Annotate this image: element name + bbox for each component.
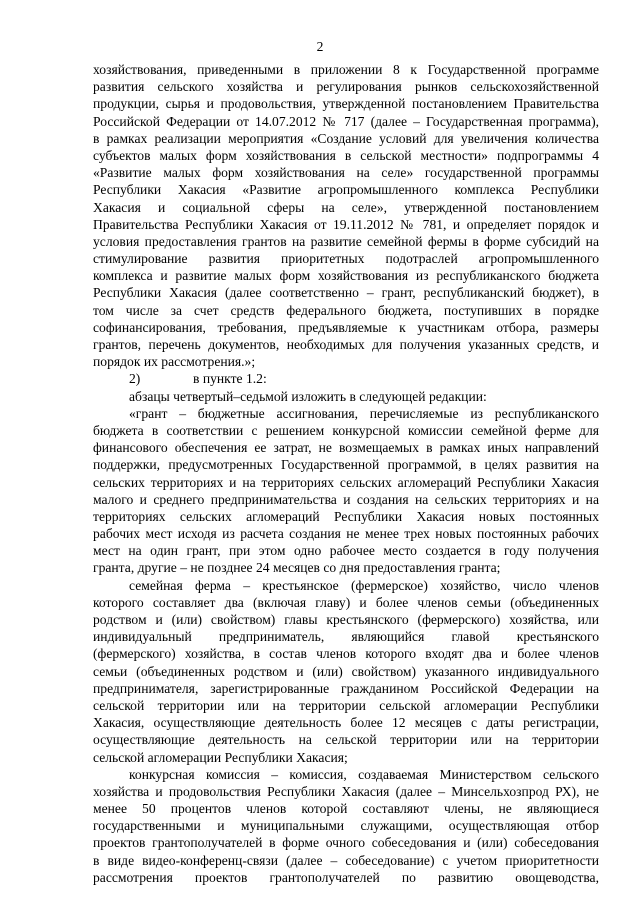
text-line: хозяйствования, приведенными в приложении 8 к Государственной программе <box>93 62 599 77</box>
text-line: родством и (или) свойством) главы крестьянского (фермерского) хозяйства, или <box>93 612 599 627</box>
text-line: рабочих мест исходя из расчета создания не менее трех новых постоянных рабочих <box>93 526 599 542</box>
text-line: (фермерского) хозяйства, в состав членов которого входят два и более членов <box>93 646 599 662</box>
text-line: комплекса и развитие малых форм хозяйствования из республиканского бюджета <box>93 268 599 284</box>
text-line: Правительства Республики Хакасия от 19.11.2012 № 781, и определяет порядок и <box>93 216 599 232</box>
text-line: грантов, перечень документов, необходимых для получения указанных средств, и <box>93 337 599 352</box>
text-line: индивидуальный предприниматель, являющийся главой крестьянского <box>93 629 599 645</box>
text-line: Республики Хакасия «Развитие агропромышленного комплекса Республики <box>93 182 599 198</box>
text-line: Хакасия и социальной сферы на селе», утвержденной постановлением <box>93 199 599 215</box>
text-line: «Развитие малых форм хозяйствования на селе» государственной программы <box>93 165 599 181</box>
text-line: сельских территориях и на территориях сельских агломераций Республики Хакасия <box>93 474 599 490</box>
text-line: гранта, другие – не позднее 24 месяцев со дня предоставления гранта; <box>93 560 501 576</box>
text-line: условия предоставления грантов на развитие семейной фермы в форме субсидий на <box>93 233 599 249</box>
document-body <box>93 61 599 886</box>
text-line: софинансирования, требования, предъявляемые к участникам отбора, размеры <box>93 319 599 335</box>
list-number: 2) <box>129 371 141 387</box>
text-line: государственными и муниципальными служащими, осуществляющая отбор <box>93 818 599 834</box>
text-line: развития сельского хозяйства и регулирования рынков сельскохозяйственной <box>93 79 599 95</box>
text-line: порядок их рассмотрения.»; <box>93 354 256 370</box>
text-line: семьи (объединенных родством и (или) свойством) указанного индивидуального <box>93 663 599 679</box>
text-line: семейная ферма – крестьянское (фермерское) хозяйство, число членов <box>129 577 599 593</box>
text-line: Хакасия, осуществляющие деятельность более 12 месяцев с даты регистрации, <box>93 715 599 731</box>
text-line: хозяйства и продовольствия Республики Хакасия (далее – Минсельхозпрод РХ), не <box>93 783 599 799</box>
text-line: сельской территории или на территории сельской агломерации Республики <box>93 697 599 713</box>
text-line: рассмотрения проектов грантополучателей по развитию овощеводства, <box>93 869 599 885</box>
text-line: сельской агломерации Республики Хакасия; <box>93 749 348 765</box>
text-line: малого и среднего предпринимательства и создания на сельских территориях и на <box>93 491 599 507</box>
page-number: 2 <box>316 39 324 54</box>
text-line: финансового обеспечения ее затрат, не возмещаемых в рамках иных направлений <box>93 440 599 456</box>
text-line: «грант – бюджетные ассигнования, перечисляемые из республиканского <box>129 405 599 421</box>
text-line: предпринимателя, зарегистрированные гражданином Российской Федерации на <box>93 680 599 696</box>
text-line: поддержки, предусмотренных Государственной программой, в целях развития на <box>93 457 599 473</box>
text-line: менее 50 процентов членов которой составляют члены, не являющиеся <box>93 801 599 817</box>
text-line: стимулирование развития приоритетных подотраслей агропромышленного <box>93 251 599 267</box>
text-line: в рамках реализации мероприятия «Создание условий для увеличения количества <box>93 130 599 146</box>
text-line: осуществляющие деятельность на сельской территории или на территории <box>93 732 599 748</box>
text-line: абзацы четвертый–седьмой изложить в следующей редакции: <box>129 388 487 404</box>
text-line: бюджета в соответствии с решением конкурсной комиссии семейной ферме для <box>93 422 599 438</box>
text-line: которого составляет два (включая главу) и более членов семьи (объединенных <box>93 594 599 610</box>
text-line: продукции, сырья и продовольствия, утвержденной постановлением Правительства <box>93 96 599 112</box>
list-item-text: в пункте 1.2: <box>193 371 267 387</box>
text-line: субъектов малых форм хозяйствования в сельской местности» подпрограммы 4 <box>93 147 599 163</box>
text-line <box>93 370 599 387</box>
text-line: проектов грантополучателей в форме очного собеседования и (или) собеседования <box>93 835 599 851</box>
text-line: мест на один грант, при этом одно рабочее место создается в году получения <box>93 543 599 559</box>
text-line: в виде видео-конференц-связи (далее – собеседование) с учетом приоритетности <box>93 852 599 868</box>
text-line: Республики Хакасия (далее соответственно – грант, республиканский бюджет), в <box>93 285 599 301</box>
text-line: территориях сельских агломераций Республики Хакасия новых постоянных <box>93 508 599 524</box>
text-line: Российской Федерации от 14.07.2012 № 717 (далее – Государственная программа), <box>93 113 599 129</box>
text-line: конкурсная комиссия – комиссия, создаваемая Министерством сельского <box>129 766 599 782</box>
text-line: том числе за счет средств федерального бюджета, поступивших в порядке <box>93 302 599 318</box>
